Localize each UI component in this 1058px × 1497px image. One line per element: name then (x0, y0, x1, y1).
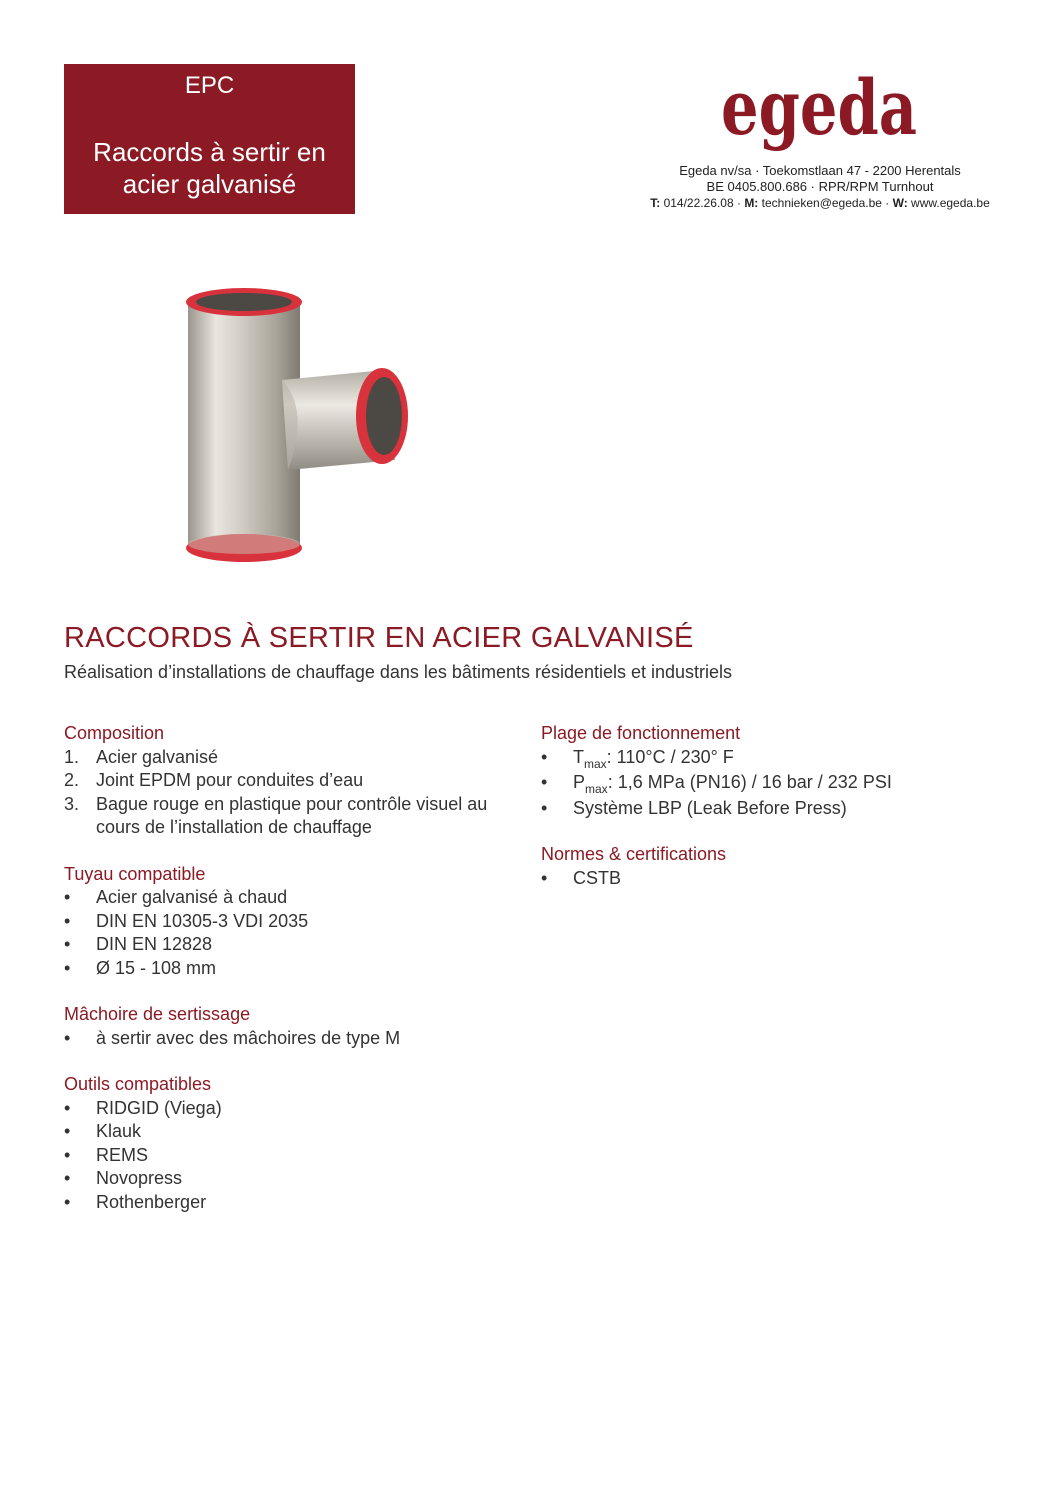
header-title-line1: Raccords à sertir en (93, 137, 326, 167)
norms-heading: Normes & certifications (541, 844, 727, 864)
product-title: RACCORDS À SERTIR EN ACIER GALVANISÉ (64, 622, 694, 654)
contact-line: T: 014/22.26.08 · M: technieken@egeda.be · W: www.egeda.be (650, 196, 990, 210)
list-item: • DIN EN 12828 (64, 934, 213, 954)
list-item: • $P_{max}$: 1,6 MPa (PN16) / 16 bar / 232 PSI (541, 772, 892, 796)
tools-heading: Outils compatibles (64, 1074, 212, 1094)
list-item: • Rothenberger (64, 1191, 207, 1212)
list-item: 1. Acier galvanisé (64, 746, 219, 767)
right-column (541, 722, 981, 913)
jaw-section (64, 1003, 524, 1050)
list-item: 3. Bague rouge en plastique pour contrôle visuel au cours de l’installation de chauffage (64, 793, 488, 837)
website: www.egeda.be (907, 196, 990, 210)
operating-heading: Plage de fonctionnement (541, 723, 741, 743)
product-code: EPC (184, 72, 235, 99)
list-item: • REMS (64, 1144, 149, 1165)
composition-section (64, 722, 524, 840)
tools-section (64, 1073, 524, 1214)
company-address (610, 163, 1030, 211)
left-column (64, 722, 524, 1237)
product-code-box (64, 64, 355, 214)
list-item: • Novopress (64, 1168, 183, 1188)
list-item: • Acier galvanisé à chaud (64, 887, 288, 907)
product-subtitle: Réalisation d’installations de chauffage dans les bâtiments résidentiels et industriels (64, 662, 733, 682)
header-title-line2: acier galvanisé (122, 169, 297, 199)
list-item: • $T_{max}$: 110°C / 230° F (541, 746, 734, 771)
list-item: • DIN EN 10305-3 VDI 2035 (64, 910, 309, 931)
operating-section (541, 722, 981, 820)
logo-text: egeda (721, 63, 917, 152)
address-line-1: Egeda nv/sa · Toekomstlaan 47 - 2200 Herentals (679, 163, 961, 178)
composition-heading: Composition (64, 723, 165, 743)
phone: 014/22.26.08 · (660, 196, 745, 210)
egeda-logo (718, 62, 920, 152)
list-item: • RIDGID (Viega) (64, 1097, 222, 1118)
pipe-heading: Tuyau compatible (64, 863, 206, 884)
list-item: • CSTB (541, 867, 622, 888)
jaw-heading: Mâchoire de sertissage (64, 1004, 251, 1024)
list-item: 2. Joint EPDM pour conduites d’eau (64, 770, 364, 790)
list-item: • Ø 15 - 108 mm (64, 957, 217, 978)
address-line-2: BE 0405.800.686 · RPR/RPM Turnhout (706, 179, 934, 194)
email: technieken@egeda.be · (758, 196, 893, 210)
pipe-section (64, 863, 524, 981)
header-title (74, 136, 345, 200)
list-item: • Klauk (64, 1121, 142, 1141)
norms-section (541, 843, 981, 890)
list-item: • Système LBP (Leak Before Press) (541, 797, 847, 818)
list-item: • à sertir avec des mâchoires de type M (64, 1027, 401, 1048)
tee-fitting-icon (170, 280, 440, 570)
